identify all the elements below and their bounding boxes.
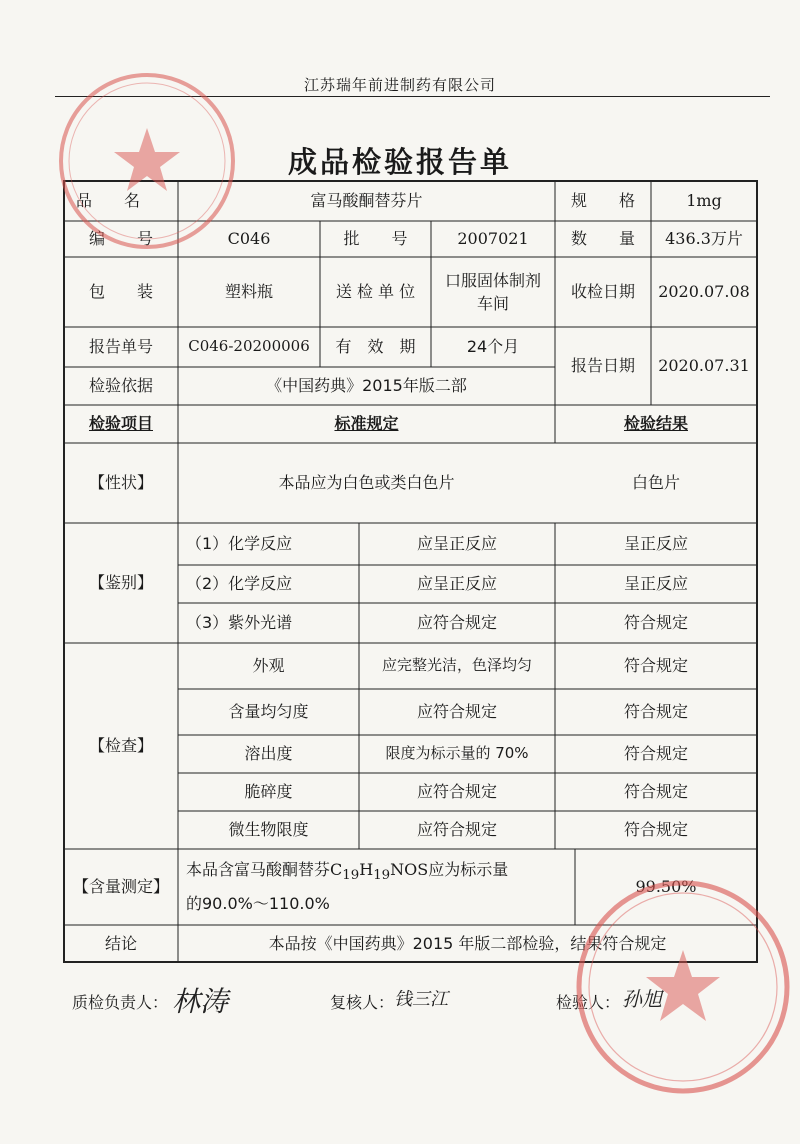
spec-value: 1mg: [686, 191, 722, 211]
assay-formula: $C_{19}H_{19}NOS$: [330, 860, 429, 884]
conclusion-text: 本品按《中国药典》2015 年版二部检验，结果符合规定: [268, 933, 667, 953]
table-cell: 应符合规定: [416, 820, 497, 840]
inspector-label: 检验人：: [556, 993, 621, 1012]
appearance-result: 白色片: [631, 473, 680, 493]
col-result-header: 检验结果: [623, 414, 688, 434]
report-date-value: 2020.07.31: [658, 356, 750, 376]
review-label: 复核人：: [330, 993, 395, 1012]
assay-label: 【含量测定】: [72, 877, 169, 897]
basis-label: 检验依据: [88, 376, 153, 396]
table-cell: 符合规定: [623, 820, 688, 840]
table-cell: 应呈正反应: [416, 534, 497, 554]
code-value: C046: [227, 229, 271, 249]
identification-label: 【鉴别】: [88, 573, 153, 593]
table-cell: 符合规定: [623, 782, 688, 802]
batch-label: 批 号: [343, 229, 408, 249]
appearance-standard: 本品应为白色或类白色片: [278, 473, 455, 493]
conclusion-label: 结论: [104, 933, 137, 953]
qty-value: 436.3万片: [665, 229, 743, 249]
inspector-signature: 孙旭: [622, 987, 662, 1011]
code-label: 编 号: [88, 229, 153, 249]
table-row: 溶出度: [244, 744, 293, 764]
qc-label: 质检负责人：: [72, 993, 169, 1012]
col-standard-header: 标准规定: [334, 414, 399, 434]
appearance-label: 【性状】: [88, 473, 153, 493]
name-value: 富马酸酮替芬片: [310, 191, 423, 211]
table-cell: 符合规定: [623, 613, 688, 633]
quality-seal-bottom: [568, 872, 798, 1102]
table-row: 外观: [252, 656, 285, 676]
table-cell: 应完整光洁，色泽均匀: [381, 656, 532, 675]
company-name: 江苏瑞年前进制药有限公司: [303, 76, 496, 94]
recv-value: 2020.07.08: [658, 282, 750, 302]
spec-label: 规 格: [570, 191, 635, 211]
table-row: （3）紫外光谱: [186, 613, 293, 633]
pack-label: 包 装: [88, 282, 153, 302]
basis-value: 《中国药典》2015年版二部: [266, 376, 467, 396]
valid-label: 有 效 期: [335, 337, 416, 357]
table-cell: 应符合规定: [416, 782, 497, 802]
table-cell: 符合规定: [623, 656, 688, 676]
table-row: （1）化学反应: [186, 534, 293, 554]
table-cell: 应符合规定: [416, 702, 497, 722]
assay-standard: [178, 849, 575, 925]
pack-value: 塑料瓶: [224, 282, 273, 302]
table-cell: 应呈正反应: [416, 574, 497, 594]
assay-standard-line2: 的90.0%～110.0%: [186, 893, 330, 913]
name-label: 品 名: [76, 191, 141, 211]
review-signature: 钱三江: [394, 989, 448, 1010]
table-row: 脆碎度: [244, 782, 293, 802]
table-cell: 应符合规定: [416, 613, 497, 633]
table-cell: 限度为标示量的 70%: [385, 744, 529, 763]
report-title: 成品检验报告单: [287, 145, 512, 179]
table-cell: 符合规定: [623, 702, 688, 722]
assay-result: 99.50%: [635, 877, 697, 897]
table-cell: 符合规定: [623, 744, 688, 764]
assay-standard-prefix: 本品含富马酸酮替芬: [186, 860, 331, 879]
sender-label: 送 检 单 位: [335, 282, 416, 302]
batch-value: 2007021: [457, 229, 529, 249]
recv-label: 收检日期: [570, 282, 635, 302]
qty-label: 数 量: [570, 229, 635, 249]
report-no-label: 报告单号: [88, 337, 153, 357]
table-row: （2）化学反应: [186, 574, 293, 594]
assay-standard-suffix: 应为标示量: [428, 860, 509, 879]
table-cell: 呈正反应: [623, 534, 688, 554]
table-row: 微生物限度: [228, 820, 309, 840]
report-no-value: C046-20200006: [188, 337, 310, 356]
valid-value: 24个月: [466, 337, 520, 357]
report-date-label: 报告日期: [570, 356, 635, 376]
col-item-header: 检验项目: [88, 414, 153, 434]
table-row: 含量均匀度: [228, 702, 309, 722]
qc-signature: 林涛: [172, 985, 229, 1018]
tests-label: 【检查】: [88, 736, 153, 756]
company-seal-top: [52, 66, 242, 256]
table-cell: 呈正反应: [623, 574, 688, 594]
sender-value: 口服固体制剂车间: [444, 270, 541, 313]
